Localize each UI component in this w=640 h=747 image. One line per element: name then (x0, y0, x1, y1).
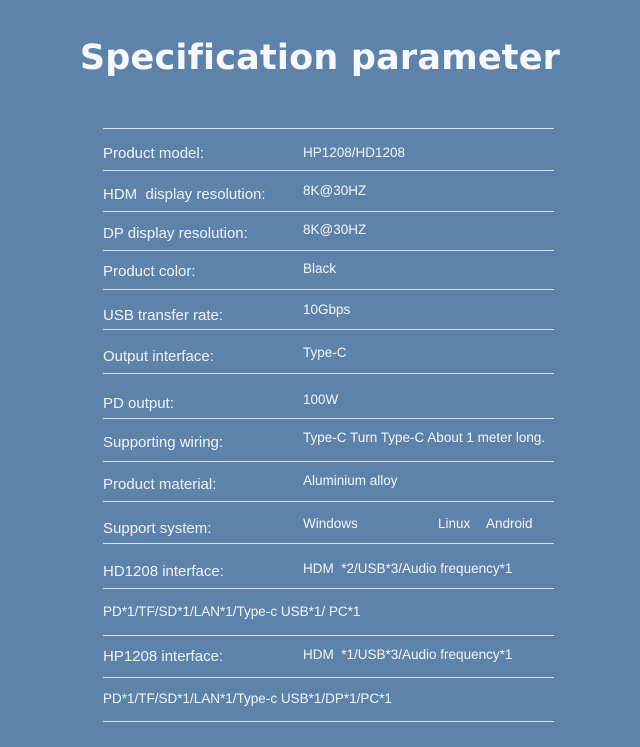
row-divider (103, 170, 554, 171)
spec-value: Type-C (303, 345, 347, 360)
spec-value: Black (303, 261, 337, 276)
spec-label: Product material: (103, 476, 217, 493)
row-divider (103, 677, 554, 678)
spec-value: HDM *1/USB*3/Audio frequency*1 (303, 647, 513, 662)
spec-label: Product model: (103, 145, 204, 162)
spec-label: Support system: (103, 520, 212, 537)
row-divider (103, 461, 554, 462)
row-divider (103, 543, 554, 544)
row-divider (103, 128, 554, 129)
spec-label: Supporting wiring: (103, 434, 224, 451)
row-divider (103, 329, 554, 330)
spec-value: 8K@30HZ (303, 183, 367, 198)
spec-label: HD1208 interface: (103, 563, 224, 580)
spec-label: DP display resolution: (103, 225, 248, 242)
row-divider (103, 588, 554, 589)
row-divider (103, 418, 554, 419)
row-divider (103, 211, 554, 212)
row-divider (103, 289, 554, 290)
row-divider (103, 250, 554, 251)
row-divider (103, 373, 554, 374)
spec-label: USB transfer rate: (103, 307, 224, 324)
spec-label: PD output: (103, 395, 174, 412)
spec-value: 100W (303, 392, 339, 407)
spec-value: HDM *2/USB*3/Audio frequency*1 (303, 561, 513, 576)
os-linux: Linux (438, 516, 471, 531)
spec-value: Aluminium alloy (303, 473, 398, 488)
spec-value: HP1208/HD1208 (303, 145, 406, 160)
spec-value: 8K@30HZ (303, 222, 367, 237)
spec-value-continuation: PD*1/TF/SD*1/LAN*1/Type-c USB*1/ PC*1 (103, 604, 361, 619)
row-divider (103, 501, 554, 502)
page-title: Specification parameter (79, 38, 561, 78)
os-android: Android (486, 516, 533, 531)
spec-value-continuation: PD*1/TF/SD*1/LAN*1/Type-c USB*1/DP*1/PC*1 (103, 691, 392, 706)
spec-label: HDM display resolution: (103, 186, 266, 203)
spec-label: HP1208 interface: (103, 648, 224, 665)
spec-label: Output interface: (103, 348, 214, 365)
row-divider (103, 721, 554, 722)
spec-label: Product color: (103, 263, 196, 280)
row-divider (103, 635, 554, 636)
spec-value: Type-C Turn Type-C About 1 meter long. (303, 430, 546, 445)
os-windows: Windows (303, 516, 358, 531)
spec-value: 10Gbps (303, 302, 351, 317)
